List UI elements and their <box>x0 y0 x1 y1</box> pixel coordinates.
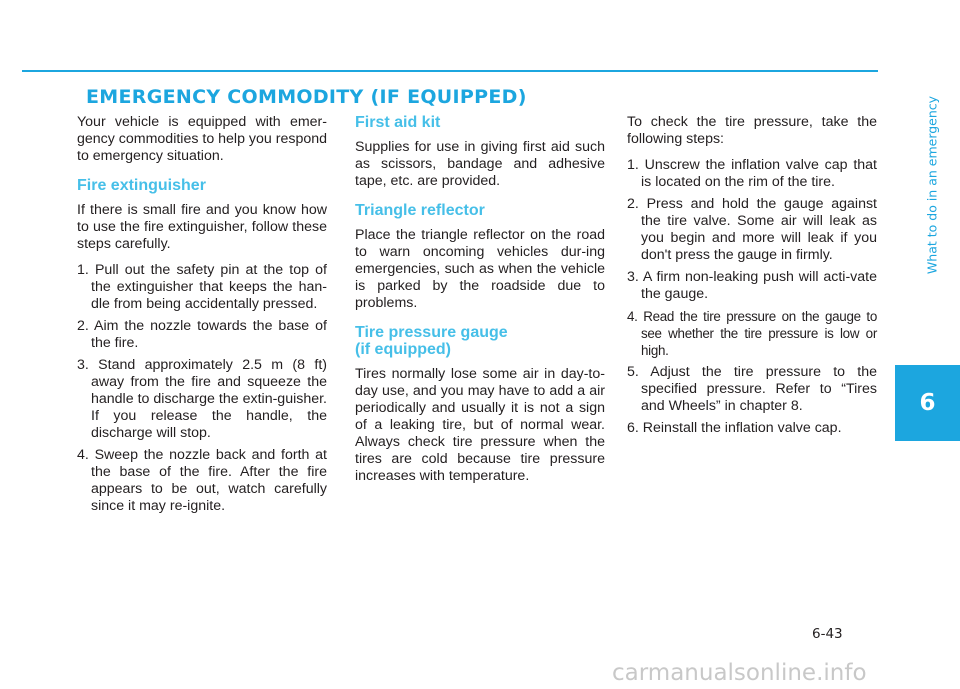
list-item: 6. Reinstall the inflation valve cap. <box>627 420 842 436</box>
tire-check-intro: To check the tire pressure, take the following steps: <box>627 114 877 147</box>
first-aid-kit-text: Supplies for use in giving first aid such as scissors, bandage and adhesive tape, etc. are provided. <box>355 139 605 189</box>
list-item: 5. Adjust the tire pressure to the specified pressure. Refer to “Tires and Wheels” in chapter 8. <box>627 364 877 414</box>
first-aid-kit-heading: First aid kit <box>355 114 441 131</box>
page-title: EMERGENCY COMMODITY (IF EQUIPPED) <box>86 86 527 108</box>
list-item: 2. Aim the nozzle towards the base of the fire. <box>77 318 327 351</box>
fire-extinguisher-intro: If there is small fire and you know how to use the fire extinguisher, follow these steps carefully. <box>77 202 327 252</box>
list-item: 3. A firm non-leaking push will acti-vate the gauge. <box>627 269 877 302</box>
triangle-reflector-text: Place the triangle reflector on the road to warn oncoming vehicles dur-ing emergencies, such as when the vehicle is parked by the roadside due to problems. <box>355 227 605 311</box>
page-number: 6-43 <box>812 626 843 642</box>
list-item: 2. Press and hold the gauge against the tire valve. Some air will leak as you begin and more will leak if you don't press the gauge in firmly. <box>627 196 877 263</box>
tire-check-steps <box>627 157 877 437</box>
list-item: 4. Read the tire pressure on the gauge to see whether the tire pressure is low or high. <box>627 309 877 358</box>
top-divider <box>22 70 878 72</box>
column-3 <box>627 114 877 442</box>
fire-extinguisher-steps <box>77 262 327 515</box>
heading-line: (if equipped) <box>355 341 451 358</box>
tire-pressure-gauge-text: Tires normally lose some air in day-to-day use, and you may have to add a air periodically and usually it is not a sign of a leaking tire, but of normal wear. Always check tire pressure when the tires are cold because tire pressure increases with temperature. <box>355 366 605 484</box>
list-item: 1. Unscrew the inflation valve cap that is located on the rim of the tire. <box>627 157 877 190</box>
list-item: 4. Sweep the nozzle back and forth at the base of the fire. After the fire appears to be out, watch carefully since it may re-ignite. <box>77 447 327 514</box>
column-2 <box>355 114 605 494</box>
triangle-reflector-heading: Triangle reflector <box>355 202 485 219</box>
chapter-tab: 6 <box>895 365 960 441</box>
tire-pressure-gauge-heading <box>355 324 605 358</box>
watermark: carmanualsonline.info <box>612 660 867 686</box>
list-item: 3. Stand approximately 2.5 m (8 ft) away from the fire and squeeze the handle to discharge the extin-guisher. If you release the handle, the discharge will stop. <box>77 357 327 441</box>
intro-paragraph: Your vehicle is equipped with emer-gency commodities to help you respond to emergency situation. <box>77 114 327 164</box>
column-1 <box>77 114 327 520</box>
chapter-side-label: What to do in an emergency <box>924 95 940 275</box>
heading-line: Tire pressure gauge <box>355 324 508 341</box>
list-item: 1. Pull out the safety pin at the top of the extinguisher that keeps the han-dle from being accidentally pressed. <box>77 262 327 312</box>
fire-extinguisher-heading: Fire extinguisher <box>77 177 206 194</box>
